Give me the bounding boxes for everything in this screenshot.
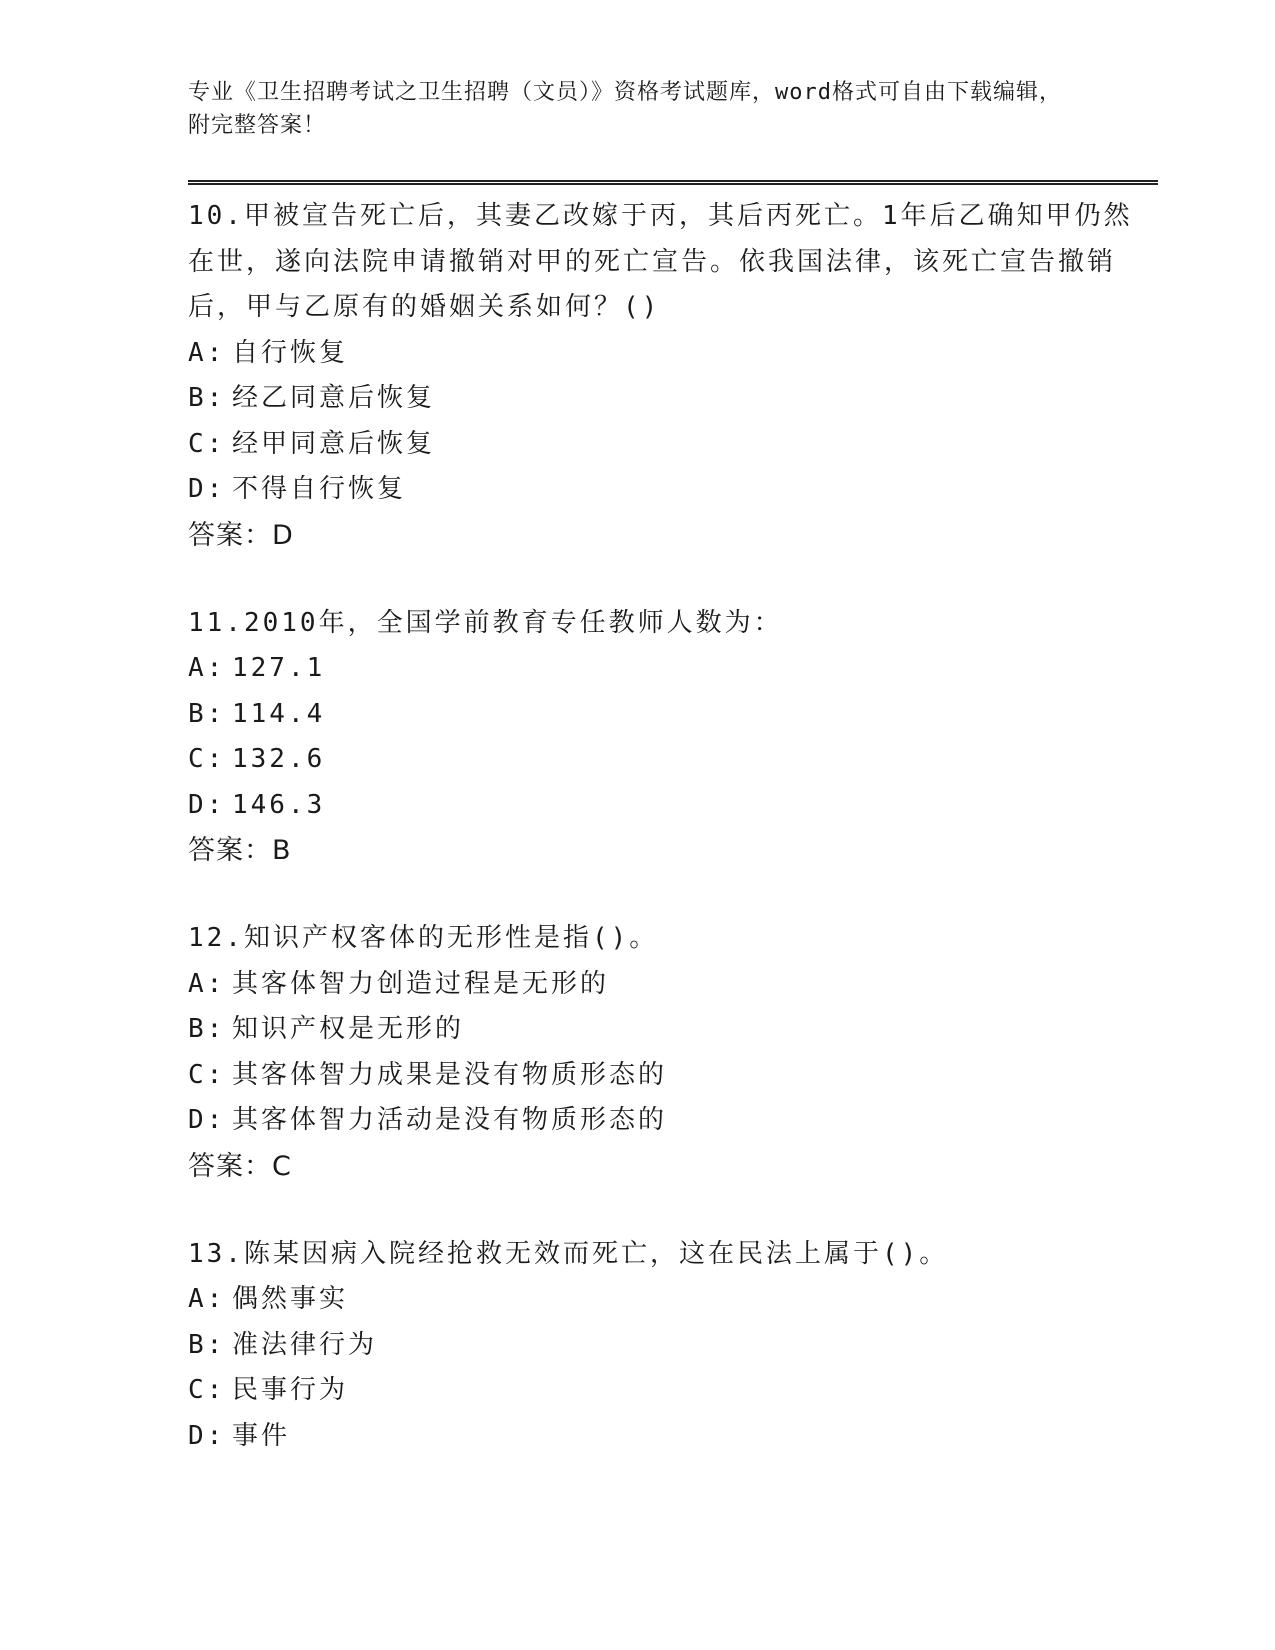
option-label: C: xyxy=(188,1059,226,1090)
question-stem: 11.2010年，全国学前教育专任教师人数为： xyxy=(188,607,783,638)
answer-line: 答案：B xyxy=(188,835,292,866)
document-header: 专业《卫生招聘考试之卫生招聘（文员）》资格考试题库，word格式可自由下载编辑，附完整答案！ xyxy=(188,80,1062,138)
option-label: C: xyxy=(188,1375,226,1405)
document-page xyxy=(188,0,1158,1650)
option-label: D: xyxy=(188,474,226,504)
option-text: 经甲同意后恢复 xyxy=(232,428,436,459)
option-label: B: xyxy=(188,383,226,413)
question-12 xyxy=(188,916,1148,1190)
answer-line: 答案：D xyxy=(188,519,294,551)
option-text: 其客体智力活动是没有物质形态的 xyxy=(232,1105,668,1135)
option-text: 偶然事实 xyxy=(232,1284,349,1314)
option-label: C: xyxy=(188,428,226,459)
option-text: 自行恢复 xyxy=(232,337,349,368)
option-text: 事件 xyxy=(232,1420,291,1451)
option-label: D: xyxy=(188,1420,226,1451)
question-stem: 10.甲被宣告死亡后，其妻乙改嫁于丙，其后丙死亡。1年后乙确知甲仍然在世，遂向法院申请撤销对甲的死亡宣告。依我国法律，该死亡宣告撤销后，甲与乙原有的婚姻关系如何？() xyxy=(188,201,1133,322)
option-text: 民事行为 xyxy=(232,1375,349,1405)
option-d xyxy=(188,783,1148,829)
option-label: A: xyxy=(188,337,226,368)
option-label: B: xyxy=(188,698,226,729)
option-label: A: xyxy=(188,968,226,999)
option-b xyxy=(188,692,1148,738)
option-text: 其客体智力创造过程是无形的 xyxy=(232,968,610,999)
option-text: 132.6 xyxy=(232,744,326,774)
option-c xyxy=(188,737,1148,783)
option-text: 127.1 xyxy=(232,653,326,683)
option-text: 知识产权是无形的 xyxy=(232,1014,465,1044)
question-list xyxy=(188,194,1148,1501)
option-a xyxy=(188,962,1148,1008)
option-c xyxy=(188,1053,1148,1099)
question-stem: 13.陈某因病入院经抢救无效而死亡，这在民法上属于()。 xyxy=(188,1238,949,1269)
option-label: B: xyxy=(188,1329,226,1360)
option-d xyxy=(188,1414,1148,1460)
option-b xyxy=(188,1323,1148,1369)
answer-line: 答案：C xyxy=(188,1150,292,1182)
question-11 xyxy=(188,601,1148,875)
header-divider xyxy=(188,180,1158,185)
option-text: 不得自行恢复 xyxy=(232,474,407,504)
option-c xyxy=(188,422,1148,468)
question-13 xyxy=(188,1232,1148,1460)
option-text: 准法律行为 xyxy=(232,1329,378,1360)
option-text: 114.4 xyxy=(232,698,326,729)
option-label: A: xyxy=(188,1284,226,1314)
option-a xyxy=(188,331,1148,377)
option-a xyxy=(188,646,1148,692)
option-text: 146.3 xyxy=(232,789,326,820)
question-10 xyxy=(188,194,1148,559)
option-label: D: xyxy=(188,789,226,820)
option-c xyxy=(188,1368,1148,1414)
option-d xyxy=(188,467,1148,513)
option-b xyxy=(188,1007,1148,1053)
option-b xyxy=(188,376,1148,422)
option-label: B: xyxy=(188,1014,226,1044)
question-stem: 12.知识产权客体的无形性是指()。 xyxy=(188,923,659,953)
option-text: 经乙同意后恢复 xyxy=(232,383,436,413)
option-label: D: xyxy=(188,1105,226,1135)
option-label: A: xyxy=(188,653,226,683)
option-label: C: xyxy=(188,744,226,774)
option-a xyxy=(188,1277,1148,1323)
option-d xyxy=(188,1098,1148,1144)
option-text: 其客体智力成果是没有物质形态的 xyxy=(232,1059,668,1090)
